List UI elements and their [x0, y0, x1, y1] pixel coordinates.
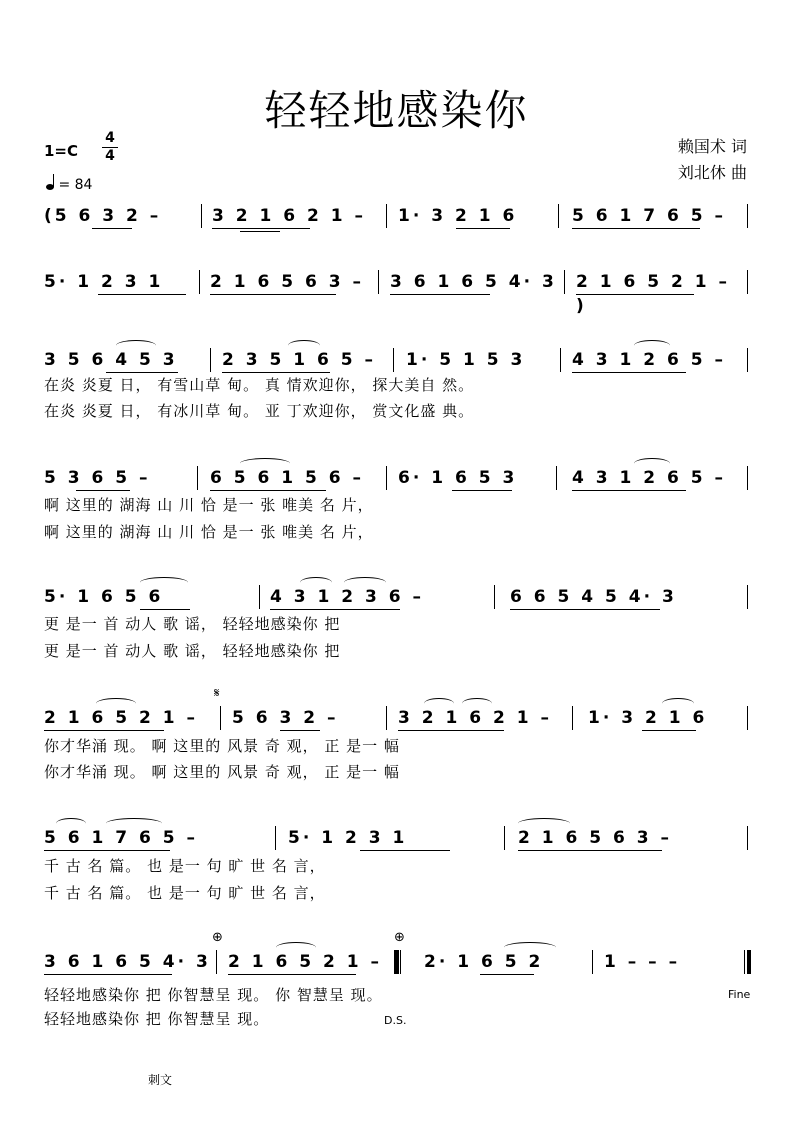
coda-sign: ⊕: [212, 930, 223, 945]
measure: 2 1 6 5 2 1 –: [228, 952, 382, 972]
measure: 2· 1 6 5 2: [424, 952, 544, 972]
measure: 6· 1 6 5 3: [398, 468, 518, 488]
lyrics-verse-2: 更 是一 首 动人 歌 谣， 轻轻地感染你 把: [44, 642, 341, 660]
measure: 5· 1 2 3 1: [44, 272, 164, 292]
measure: 2 1 6 5 2 1 –: [44, 708, 198, 728]
lyricist-credit: 赖国术 词: [677, 137, 747, 156]
tempo-marking: [46, 176, 92, 193]
lyrics-verse-2: 你才华涌 现。 啊 这里的 风景 奇 观， 正 是一 幅: [44, 763, 400, 781]
measure: 3 2 1 6 2 1 –: [398, 708, 552, 728]
lyrics-verse-1: 千 古 名 篇。 也 是一 句 旷 世 名 言，: [44, 857, 326, 875]
measure: 1· 3 2 1 6: [588, 708, 708, 728]
measure: 1· 5 1 5 3: [406, 350, 526, 370]
measure: 5 6 1 7 6 5 –: [572, 206, 726, 226]
fine-marking: Fine: [728, 988, 751, 1001]
score-system-2: [44, 270, 749, 316]
ds-marking: D.S.: [384, 1014, 407, 1027]
measure: 2 1 6 5 6 3 –: [518, 828, 672, 848]
measure: 3 2 1 6 2 1 –: [212, 206, 366, 226]
measure: 1 – – –: [604, 952, 681, 972]
quarter-note-icon: [46, 176, 54, 190]
measure: 5 3 6 5 –: [44, 468, 151, 488]
lyrics-verse-2: 轻轻地感染你 把 你智慧呈 现。: [44, 1010, 270, 1028]
measure: 3 5 6 4 5 3: [44, 350, 178, 370]
time-signature: [102, 131, 118, 164]
measure: 3 6 1 6 5 4· 3: [390, 272, 557, 292]
lyrics-verse-2: 在炎 炎夏 日， 有冰川草 甸。 亚 丁欢迎你， 赏文化盛 典。: [44, 402, 475, 420]
coda-sign: ⊕: [394, 930, 405, 945]
measure: 5 6 3 2 –: [232, 708, 339, 728]
measure: 4 3 1 2 6 5 –: [572, 350, 726, 370]
measure: 6 6 5 4 5 4· 3: [510, 587, 677, 607]
song-title: 轻轻地感染你: [264, 86, 529, 135]
measure: 2 3 5 1 6 5 –: [222, 350, 376, 370]
measure: 2 1 6 5 2 1 – ): [576, 272, 730, 316]
measure: 2 1 6 5 6 3 –: [210, 272, 364, 292]
key-signature: 1=C: [44, 142, 79, 160]
measure: 4 3 1 2 3 6 –: [270, 587, 424, 607]
measure: 3 6 1 6 5 4· 3: [44, 952, 211, 972]
score-system-1: [44, 204, 749, 238]
lyrics-verse-1: 更 是一 首 动人 歌 谣， 轻轻地感染你 把: [44, 615, 341, 633]
measure: 5 6 1 7 6 5 –: [44, 828, 198, 848]
lyrics-verse-1: 啊 这里的 湖海 山 川 恰 是一 张 唯美 名 片，: [44, 496, 374, 514]
lyrics-verse-1: 轻轻地感染你 把 你智慧呈 现。 你 智慧呈 现。: [44, 986, 383, 1004]
lyrics-verse-2: 千 古 名 篇。 也 是一 句 旷 世 名 言，: [44, 884, 326, 902]
measure: 6 5 6 1 5 6 –: [210, 468, 364, 488]
lyrics-verse-2: 啊 这里的 湖海 山 川 恰 是一 张 唯美 名 片，: [44, 523, 374, 541]
lyrics-verse-1: 你才华涌 现。 啊 这里的 风景 奇 观， 正 是一 幅: [44, 737, 400, 755]
measure: 1· 3 2 1 6: [398, 206, 518, 226]
footer-signature: 刺文: [148, 1073, 173, 1087]
score-system-8: [44, 950, 749, 984]
tempo-value: = 84: [58, 177, 93, 193]
composer-credit: 刘北休 曲: [677, 163, 747, 182]
segno-sign: 𝄋: [214, 686, 220, 701]
lyrics-verse-1: 在炎 炎夏 日， 有雪山草 甸。 真 情欢迎你， 探大美自 然。: [44, 376, 475, 394]
measure: 5· 1 6 5 6: [44, 587, 164, 607]
time-bottom: 4: [105, 148, 115, 164]
measure: 5· 1 2 3 1: [288, 828, 408, 848]
measure: 4 3 1 2 6 5 –: [572, 468, 726, 488]
time-top: 4: [105, 130, 115, 146]
measure: (5 6 3 2 –: [44, 206, 162, 226]
